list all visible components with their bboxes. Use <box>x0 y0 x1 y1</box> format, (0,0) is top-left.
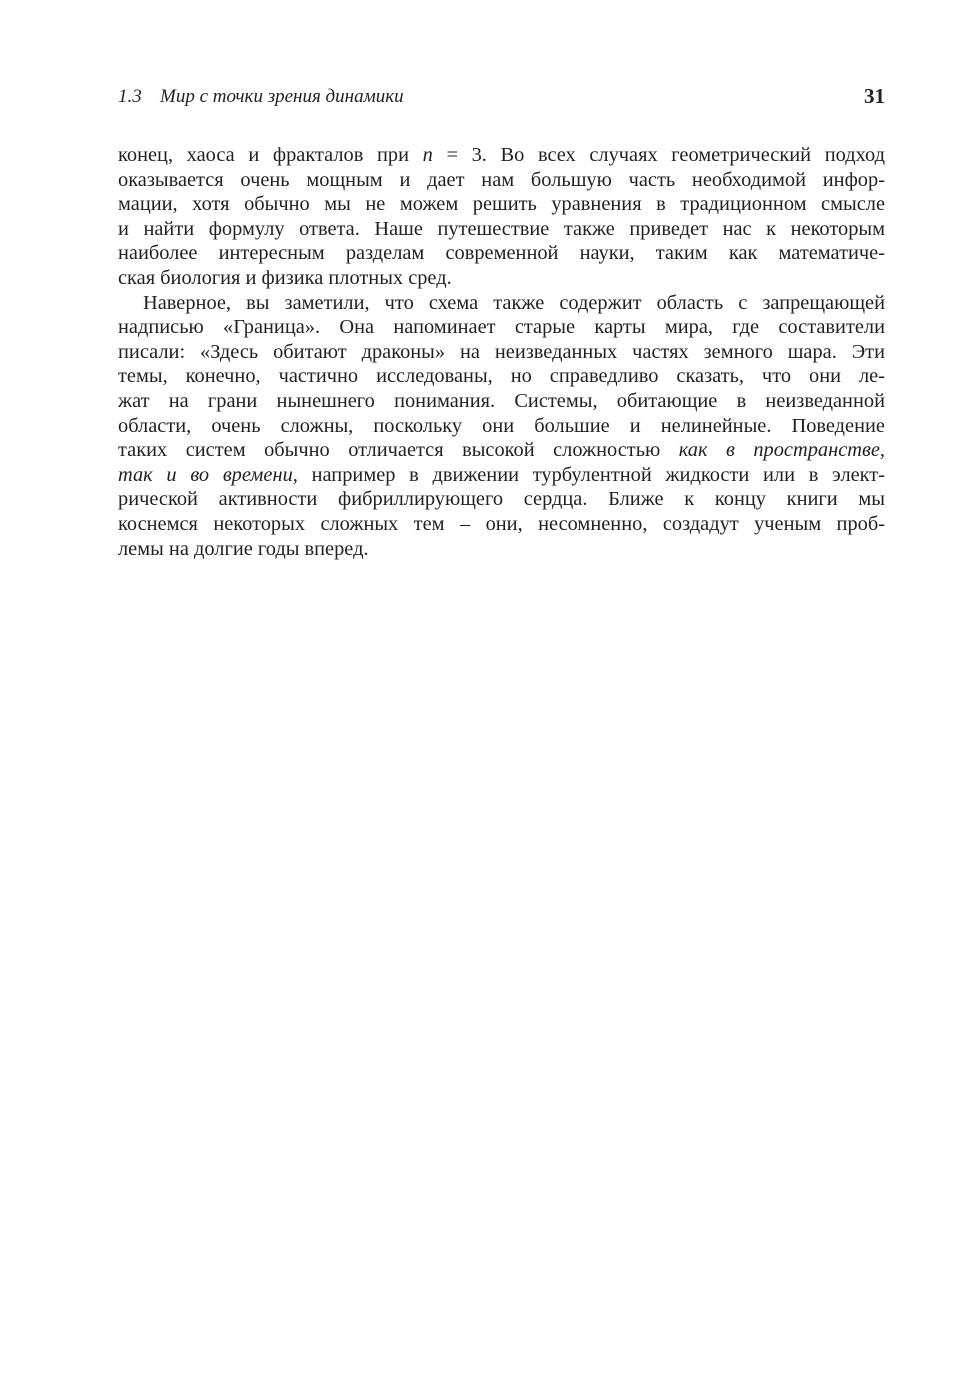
text-run: мации, хотя обычно мы не можем решить уравнения в традиционном смысле <box>118 193 885 216</box>
text-run: наиболее интересным разделам современной науки, таким как математиче- <box>118 242 885 265</box>
text-run: ская биология и физика плотных сред. <box>118 266 452 289</box>
running-head <box>118 86 885 114</box>
text-run: , например в движении турбулентной жидкости или в элект- <box>292 463 886 486</box>
text-line <box>118 315 885 340</box>
text-line <box>118 143 885 168</box>
body-text <box>118 143 885 561</box>
section-number: 1.3 <box>118 86 142 107</box>
text-run: = 3. Во всех случаях геометрический подход <box>432 144 885 166</box>
text-run: жат на грани нынешнего понимания. Системы, обитающие в неизведанной <box>118 389 885 412</box>
text-run: темы, конечно, частично исследованы, но справедливо сказать, что они ле- <box>118 365 885 388</box>
text-line <box>118 291 885 316</box>
text-line <box>118 192 885 217</box>
text-line <box>118 414 885 439</box>
text-line <box>118 168 885 193</box>
text-line <box>118 487 885 512</box>
text-line <box>118 217 885 242</box>
text-line <box>118 389 885 414</box>
text-line <box>118 537 885 562</box>
text-run: таких систем обычно отличается высокой сложностью <box>118 439 679 462</box>
text-line <box>118 364 885 389</box>
text-line <box>118 438 885 463</box>
text-run: области, очень сложны, поскольку они большие и нелинейные. Поведение <box>118 414 885 437</box>
text-run: коснемся некоторых сложных тем – они, несомненно, создадут ученым проб- <box>118 512 885 535</box>
section-title: Мир с точки зрения динамики <box>160 86 404 107</box>
italic-text: так и во времени <box>118 463 293 486</box>
text-line <box>118 241 885 266</box>
italic-text: n <box>422 144 433 166</box>
page-number: 31 <box>864 84 885 108</box>
text-line <box>118 266 885 291</box>
text-run: лемы на долгие годы вперед. <box>118 537 369 560</box>
italic-text: как в пространстве, <box>678 439 885 462</box>
text-run: оказывается очень мощным и дает нам большую часть необходимой инфор- <box>118 168 885 191</box>
text-line <box>118 340 885 365</box>
text-run: писали: «Здесь обитают драконы» на неизведанных частях земного шара. Эти <box>118 340 885 363</box>
text-run: и найти формулу ответа. Наше путешествие также приведет нас к некоторым <box>118 217 885 240</box>
paragraph <box>118 291 885 562</box>
text-run: надписью «Граница». Она напоминает старые карты мира, где составители <box>118 316 885 339</box>
paragraph <box>118 143 885 291</box>
text-run: Наверное, вы заметили, что схема также содержит область с запрещающей <box>143 291 885 314</box>
text-run: рической активности фибриллирующего сердца. Ближе к концу книги мы <box>118 488 885 511</box>
text-line <box>118 512 885 537</box>
text-run: конец, хаоса и фракталов при <box>118 144 423 166</box>
text-line <box>118 463 885 488</box>
